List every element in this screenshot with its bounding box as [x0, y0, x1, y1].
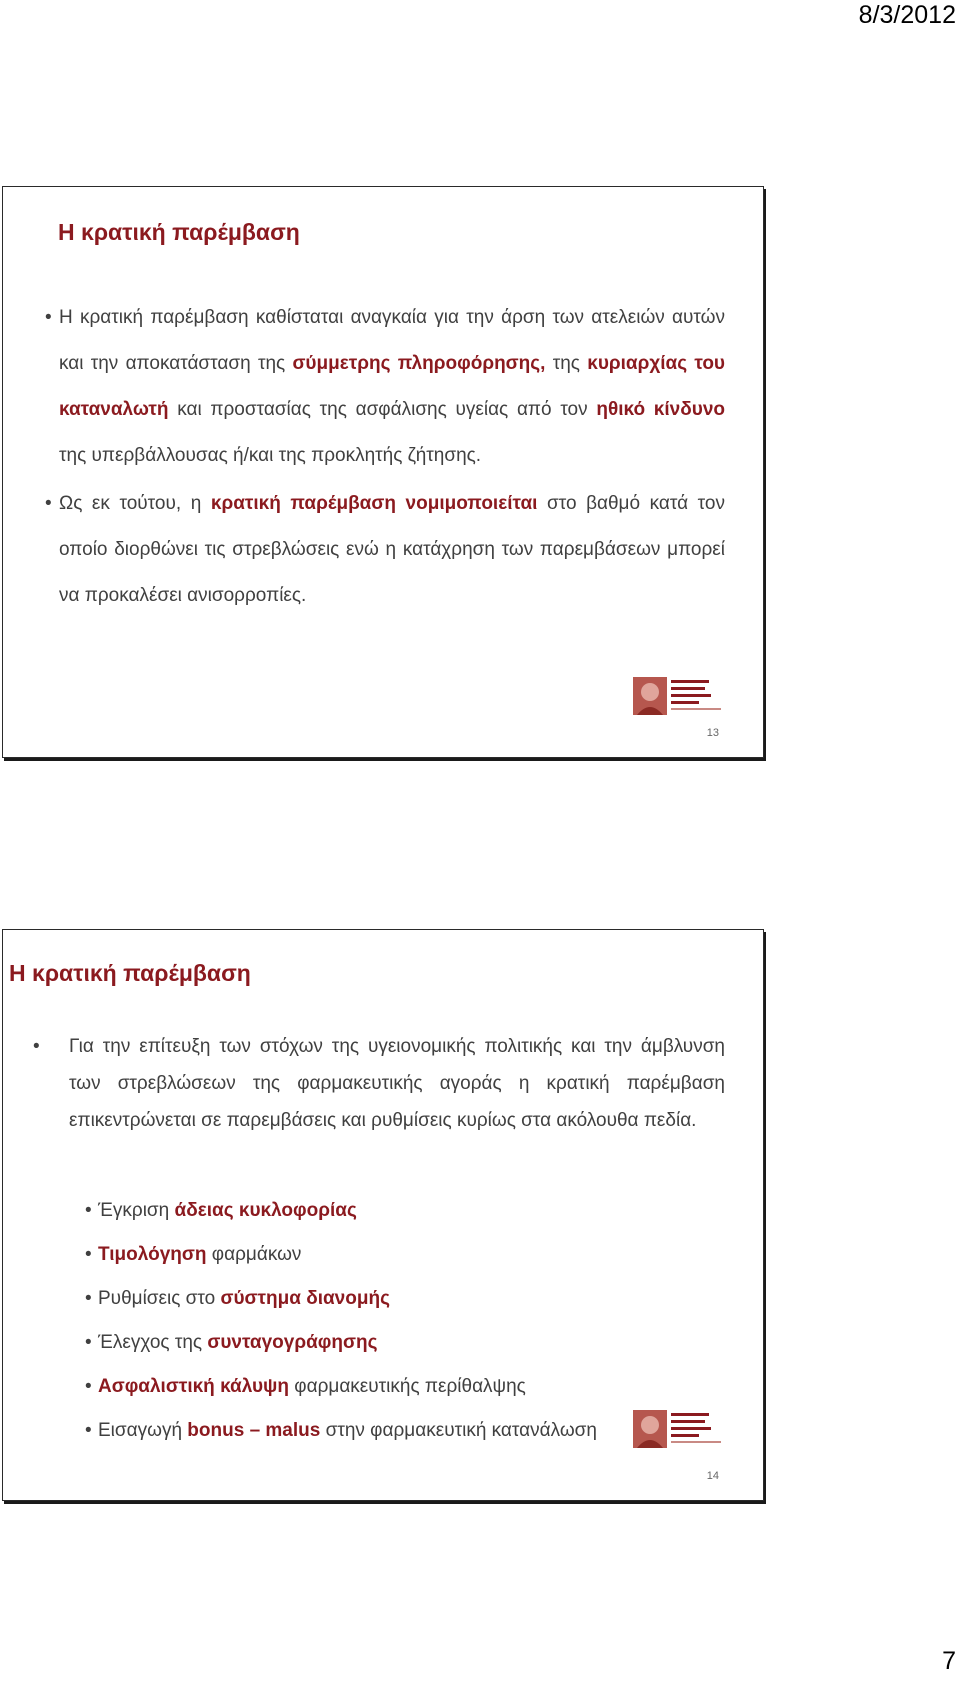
institution-logo-icon: [633, 1410, 731, 1448]
bullet-list: [33, 1028, 725, 1139]
sub-bullet-item: [85, 1196, 597, 1226]
text-segment: Έγκριση: [98, 1200, 175, 1221]
text-segment: στην φαρμακευτική κατανάλωση: [320, 1420, 597, 1441]
text-segment: φαρμάκων: [206, 1244, 302, 1265]
highlighted-term: κυριαρχίας του καταναλωτή: [59, 353, 725, 420]
highlighted-term: άδειας κυκλοφορίας: [174, 1200, 357, 1221]
slide-title: Η κρατική παρέμβαση: [9, 960, 251, 986]
highlighted-term: κρατική παρέμβαση νομιμοποιείται: [210, 493, 538, 514]
sub-bullet-item: [85, 1284, 597, 1314]
bullet-item: [45, 295, 725, 479]
slide-number: 13: [706, 727, 719, 739]
text-segment: Έλεγχος της: [98, 1332, 208, 1353]
highlighted-term: συνταγογράφησης: [207, 1332, 378, 1353]
bullet-item: [45, 481, 725, 619]
text-segment: της: [545, 353, 588, 374]
text-segment: Για την επίτευξη των στόχων της υγειονομικής πολιτικής και την άμβλυνση των στρεβλώσεων της φαρμακευτικής αγοράς η κρατική παρέμβαση επικεντρώνεται σε παρεμβάσεις και ρυθμίσεις κυρίως στα ακόλουθα πεδία.: [69, 1036, 725, 1131]
text-segment: και προστασίας της ασφάλισης υγείας από τον: [168, 399, 597, 420]
sub-bullet-list: [85, 1196, 597, 1460]
highlighted-term: Ασφαλιστική κάλυψη: [98, 1376, 289, 1397]
slide-number: 14: [706, 1470, 719, 1482]
slide-title: Η κρατική παρέμβαση: [58, 219, 300, 245]
bullet-item: [33, 1028, 725, 1139]
text-segment: Εισαγωγή: [98, 1420, 188, 1441]
sub-bullet-item: [85, 1240, 597, 1270]
slide-13: [2, 186, 764, 758]
text-segment: Ως εκ τούτου, η: [59, 493, 211, 514]
sub-bullet-item: [85, 1416, 597, 1446]
slide-14: [2, 929, 764, 1501]
text-segment: της υπερβάλλουσας ή/και της προκλητής ζήτησης.: [59, 445, 482, 466]
text-segment: στο βαθμό κατά τον οποίο διορθώνει τις στρεβλώσεις ενώ η κατάχρηση των παρεμβάσεων μπορεί να προκαλέσει ανισορροπίες.: [59, 493, 725, 606]
bullet-list: [45, 295, 725, 621]
highlighted-term: ηθικό κίνδυνο: [596, 399, 726, 420]
page-date: 8/3/2012: [858, 1, 956, 29]
text-segment: Η κρατική παρέμβαση καθίσταται αναγκαία για την άρση των ατελειών αυτών και την αποκατάσταση της: [59, 307, 725, 374]
sub-bullet-item: [85, 1372, 597, 1402]
highlighted-term: σύστημα διανομής: [220, 1288, 390, 1309]
institution-logo-icon: [633, 677, 731, 715]
text-segment: φαρμακευτικής περίθαλψης: [288, 1376, 526, 1397]
highlighted-term: bonus – malus: [187, 1420, 321, 1441]
highlighted-term: Τιμολόγηση: [98, 1244, 207, 1265]
sub-bullet-item: [85, 1328, 597, 1358]
page-number: 7: [942, 1647, 956, 1675]
text-segment: Ρυθμίσεις στο: [98, 1288, 221, 1309]
highlighted-term: σύμμετρης πληροφόρησης,: [292, 353, 546, 374]
